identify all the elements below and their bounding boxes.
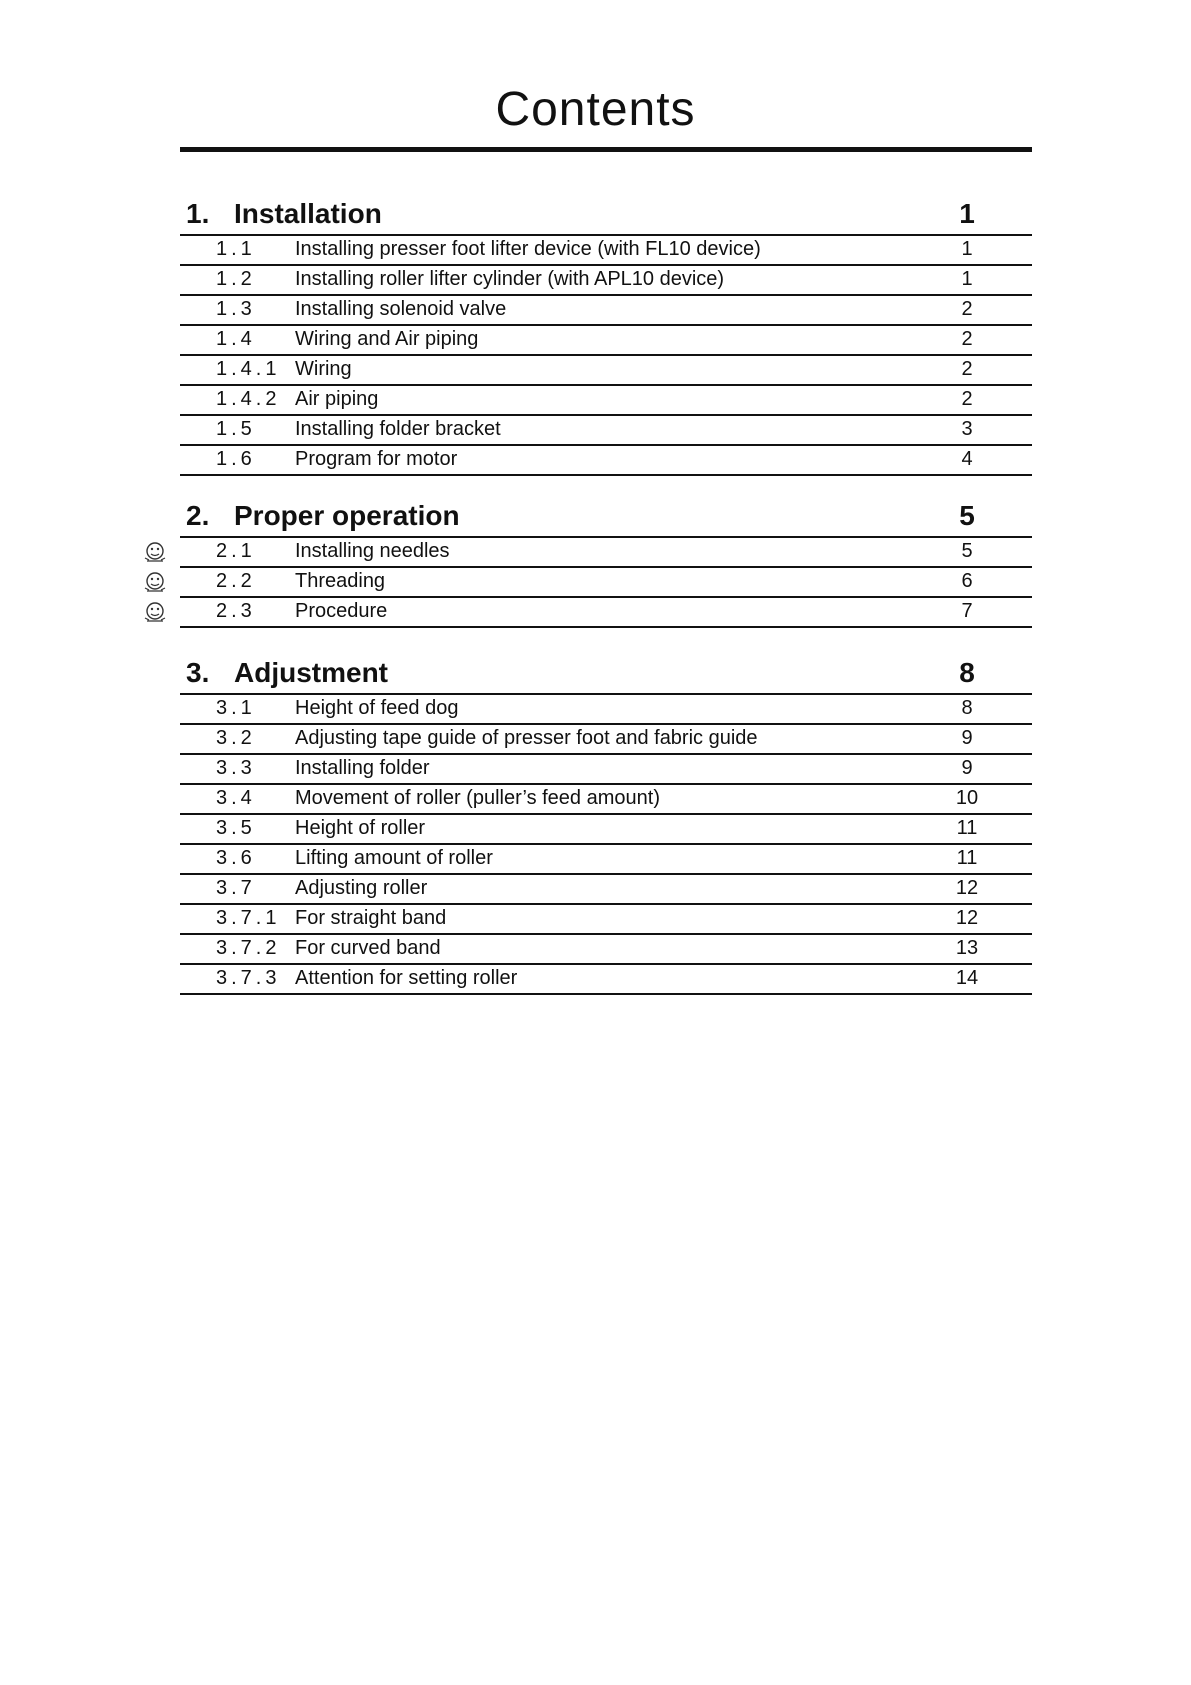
item-label: Installing roller lifter cylinder (with APL10 device) xyxy=(295,268,725,290)
section-number: 1. xyxy=(186,198,210,229)
item-page: 6 xyxy=(961,570,973,592)
toc-row[interactable] xyxy=(180,236,1032,266)
toc-row[interactable] xyxy=(180,326,1032,356)
caution-mark-icon xyxy=(142,570,170,594)
toc-row[interactable] xyxy=(180,356,1032,386)
item-label: Air piping xyxy=(295,388,379,410)
item-label: Attention for setting roller xyxy=(295,967,518,989)
item-label: Height of roller xyxy=(295,817,426,839)
item-number: 3.5 xyxy=(216,817,256,839)
item-label: For curved band xyxy=(295,937,441,959)
item-number: 1.4.2 xyxy=(216,388,281,410)
section-proper-operation xyxy=(180,498,1032,628)
toc-row[interactable] xyxy=(180,386,1032,416)
item-number: 1.5 xyxy=(216,418,256,440)
item-number: 1.3 xyxy=(216,298,256,320)
item-page: 2 xyxy=(961,328,973,350)
toc-row[interactable] xyxy=(180,538,1032,568)
section-installation xyxy=(180,196,1032,476)
page-title: Contents xyxy=(495,83,696,136)
toc-row[interactable] xyxy=(180,296,1032,326)
item-label: Installing folder bracket xyxy=(295,418,501,440)
item-label: Threading xyxy=(295,570,386,592)
item-page: 5 xyxy=(961,540,973,562)
item-number: 1.4 xyxy=(216,328,256,350)
item-label: Installing presser foot lifter device (with FL10 device) xyxy=(295,238,761,260)
toc-row[interactable] xyxy=(180,905,1032,935)
item-page: 11 xyxy=(956,817,978,839)
section-number: 2. xyxy=(186,500,210,531)
toc-row[interactable] xyxy=(180,875,1032,905)
item-page: 12 xyxy=(955,907,979,929)
item-label: Lifting amount of roller xyxy=(295,847,493,869)
item-page: 1 xyxy=(961,238,973,260)
item-page: 2 xyxy=(961,358,973,380)
item-page: 13 xyxy=(955,937,979,959)
item-label: Wiring and Air piping xyxy=(295,328,479,350)
item-page: 14 xyxy=(955,967,979,989)
item-page: 8 xyxy=(961,697,973,719)
section-title: Proper operation xyxy=(234,500,460,531)
item-number: 3.6 xyxy=(216,847,256,869)
toc-row[interactable] xyxy=(180,695,1032,725)
item-label: Adjusting tape guide of presser foot and fabric guide xyxy=(295,727,758,749)
section-heading[interactable] xyxy=(180,196,1032,236)
item-page: 11 xyxy=(956,847,978,869)
item-label: Program for motor xyxy=(295,448,458,470)
item-number: 3.7.3 xyxy=(216,967,281,989)
toc-row[interactable] xyxy=(180,845,1032,875)
item-number: 2.2 xyxy=(216,570,256,592)
item-number: 1.4.1 xyxy=(216,358,281,380)
item-label: For straight band xyxy=(295,907,447,929)
section-page: 1 xyxy=(959,198,975,229)
item-page: 7 xyxy=(961,600,973,622)
title-rule xyxy=(180,147,1032,152)
item-page: 2 xyxy=(961,388,973,410)
item-number: 1.2 xyxy=(216,268,256,290)
toc-row[interactable] xyxy=(180,785,1032,815)
section-title: Adjustment xyxy=(234,657,388,688)
item-page: 3 xyxy=(961,418,973,440)
item-label: Wiring xyxy=(295,358,352,380)
section-heading[interactable] xyxy=(180,655,1032,695)
item-page: 4 xyxy=(961,448,973,470)
section-title: Installation xyxy=(234,198,382,229)
toc-row[interactable] xyxy=(180,755,1032,785)
item-page: 1 xyxy=(961,268,973,290)
section-page: 8 xyxy=(959,657,975,688)
section-heading[interactable] xyxy=(180,498,1032,538)
item-label: Installing solenoid valve xyxy=(295,298,507,320)
item-page: 9 xyxy=(961,757,973,779)
item-label: Adjusting roller xyxy=(295,877,428,899)
section-adjustment xyxy=(180,655,1032,995)
item-number: 1.6 xyxy=(216,448,256,470)
toc-row[interactable] xyxy=(180,266,1032,296)
item-label: Height of feed dog xyxy=(295,697,459,719)
item-label: Movement of roller (puller’s feed amount) xyxy=(295,787,660,809)
item-number: 3.4 xyxy=(216,787,256,809)
item-number: 2.1 xyxy=(216,540,256,562)
toc-row[interactable] xyxy=(180,965,1032,995)
item-number: 3.7.1 xyxy=(216,907,281,929)
item-page: 12 xyxy=(955,877,979,899)
item-number: 3.2 xyxy=(216,727,256,749)
section-page: 5 xyxy=(959,500,975,531)
caution-mark-icon xyxy=(142,540,170,564)
item-number: 3.7.2 xyxy=(216,937,281,959)
toc-row[interactable] xyxy=(180,815,1032,845)
item-label: Procedure xyxy=(295,600,388,622)
section-number: 3. xyxy=(186,657,210,688)
item-number: 3.7 xyxy=(216,877,256,899)
item-page: 2 xyxy=(961,298,973,320)
toc-row[interactable] xyxy=(180,568,1032,598)
item-number: 3.3 xyxy=(216,757,256,779)
item-number: 2.3 xyxy=(216,600,256,622)
item-number: 3.1 xyxy=(216,697,256,719)
toc-row[interactable] xyxy=(180,598,1032,628)
item-number: 1.1 xyxy=(216,238,256,260)
item-page: 9 xyxy=(961,727,973,749)
toc-row[interactable] xyxy=(180,416,1032,446)
toc-row[interactable] xyxy=(180,446,1032,476)
item-label: Installing folder xyxy=(295,757,430,779)
toc-row[interactable] xyxy=(180,725,1032,755)
item-label: Installing needles xyxy=(295,540,450,562)
item-page: 10 xyxy=(955,787,979,809)
toc-row[interactable] xyxy=(180,935,1032,965)
caution-mark-icon xyxy=(142,600,170,624)
